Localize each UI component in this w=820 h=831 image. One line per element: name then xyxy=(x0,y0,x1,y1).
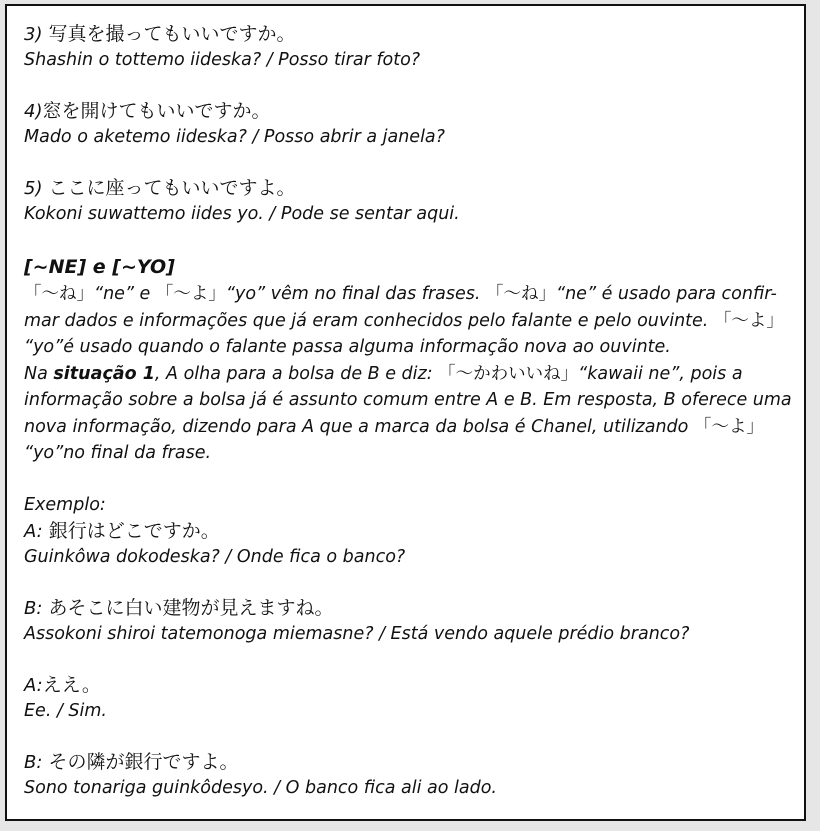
particle-yo: 「～よ」 xyxy=(713,310,784,331)
document-frame xyxy=(5,4,806,821)
dialogue-4-japanese: B: その隣が銀行ですよ。 xyxy=(24,750,239,773)
document-content xyxy=(24,22,792,802)
particle-ne: 「～ね」 xyxy=(486,284,557,304)
example-4-japanese: 4)窓を開けてもいいですか。 xyxy=(24,100,271,122)
example-3-romaji: Shashin o tottemo iideska? / Posso tirar foto? xyxy=(24,50,421,70)
phrase-kawaii-ne: 「～かわいいね」 xyxy=(438,363,579,384)
explanation-line-1: 「～ね」“ne” e 「～よ」“yo” vêm no final das frases. 「～ね」“ne” é usado para confir- xyxy=(24,284,777,304)
explanation-line-3: “yo”é usado quando o falante passa alguma informação nova ao ouvinte. xyxy=(24,337,671,357)
situation-reference: situação 1 xyxy=(53,363,155,384)
particle-ne: 「～ね」 xyxy=(24,284,94,304)
example-label: Exemplo: xyxy=(24,494,106,515)
example-4-romaji: Mado o aketemo iideska? / Posso abrir a janela? xyxy=(24,127,445,147)
explanation-line-5: informação sobre a bolsa já é assunto comum entre A e B. Em resposta, B oferece uma xyxy=(24,390,792,410)
explanation-paragraph xyxy=(24,281,792,467)
explanation-line-4: Na situação 1, A olha para a bolsa de B e diz: 「～かわいいね」“kawaii ne”, pois a xyxy=(24,363,743,384)
section-title: [~NE] e [~YO] xyxy=(24,256,175,278)
dialogue-3-romaji: Ee. / Sim. xyxy=(24,700,107,721)
dialogue-3-japanese: A:ええ。 xyxy=(24,673,101,696)
explanation-line-6: nova informação, dizendo para A que a marca da bolsa é Chanel, utilizando 「～よ」 xyxy=(24,416,764,437)
dialogue-1-romaji: Guinkôwa dokodeska? / Onde fica o banco? xyxy=(24,546,406,567)
dialogue-1-japanese: A: 銀行はどこですか。 xyxy=(24,519,220,542)
dialogue-2-romaji: Assokoni shiroi tatemonoga miemasne? / Está vendo aquele prédio branco? xyxy=(24,623,690,644)
example-5-japanese: 5) ここに座ってもいいですよ。 xyxy=(24,177,296,199)
example-3-japanese: 3) 写真を撮ってもいいですか。 xyxy=(24,23,296,45)
particle-yo: 「～よ」 xyxy=(693,416,764,437)
example-5-romaji: Kokoni suwattemo iides yo. / Pode se sentar aqui. xyxy=(24,204,460,224)
particle-yo: 「～よ」 xyxy=(155,284,226,304)
dialogue-2-japanese: B: あそこに白い建物が見えますね。 xyxy=(24,596,334,619)
dialogue-4-romaji: Sono tonariga guinkôdesyo. / O banco fica ali ao lado. xyxy=(24,777,497,798)
explanation-line-7: “yo”no final da frase. xyxy=(24,443,212,463)
explanation-line-2: mar dados e informações que já eram conhecidos pelo falante e pelo ouvinte. 「～よ」 xyxy=(24,310,784,331)
